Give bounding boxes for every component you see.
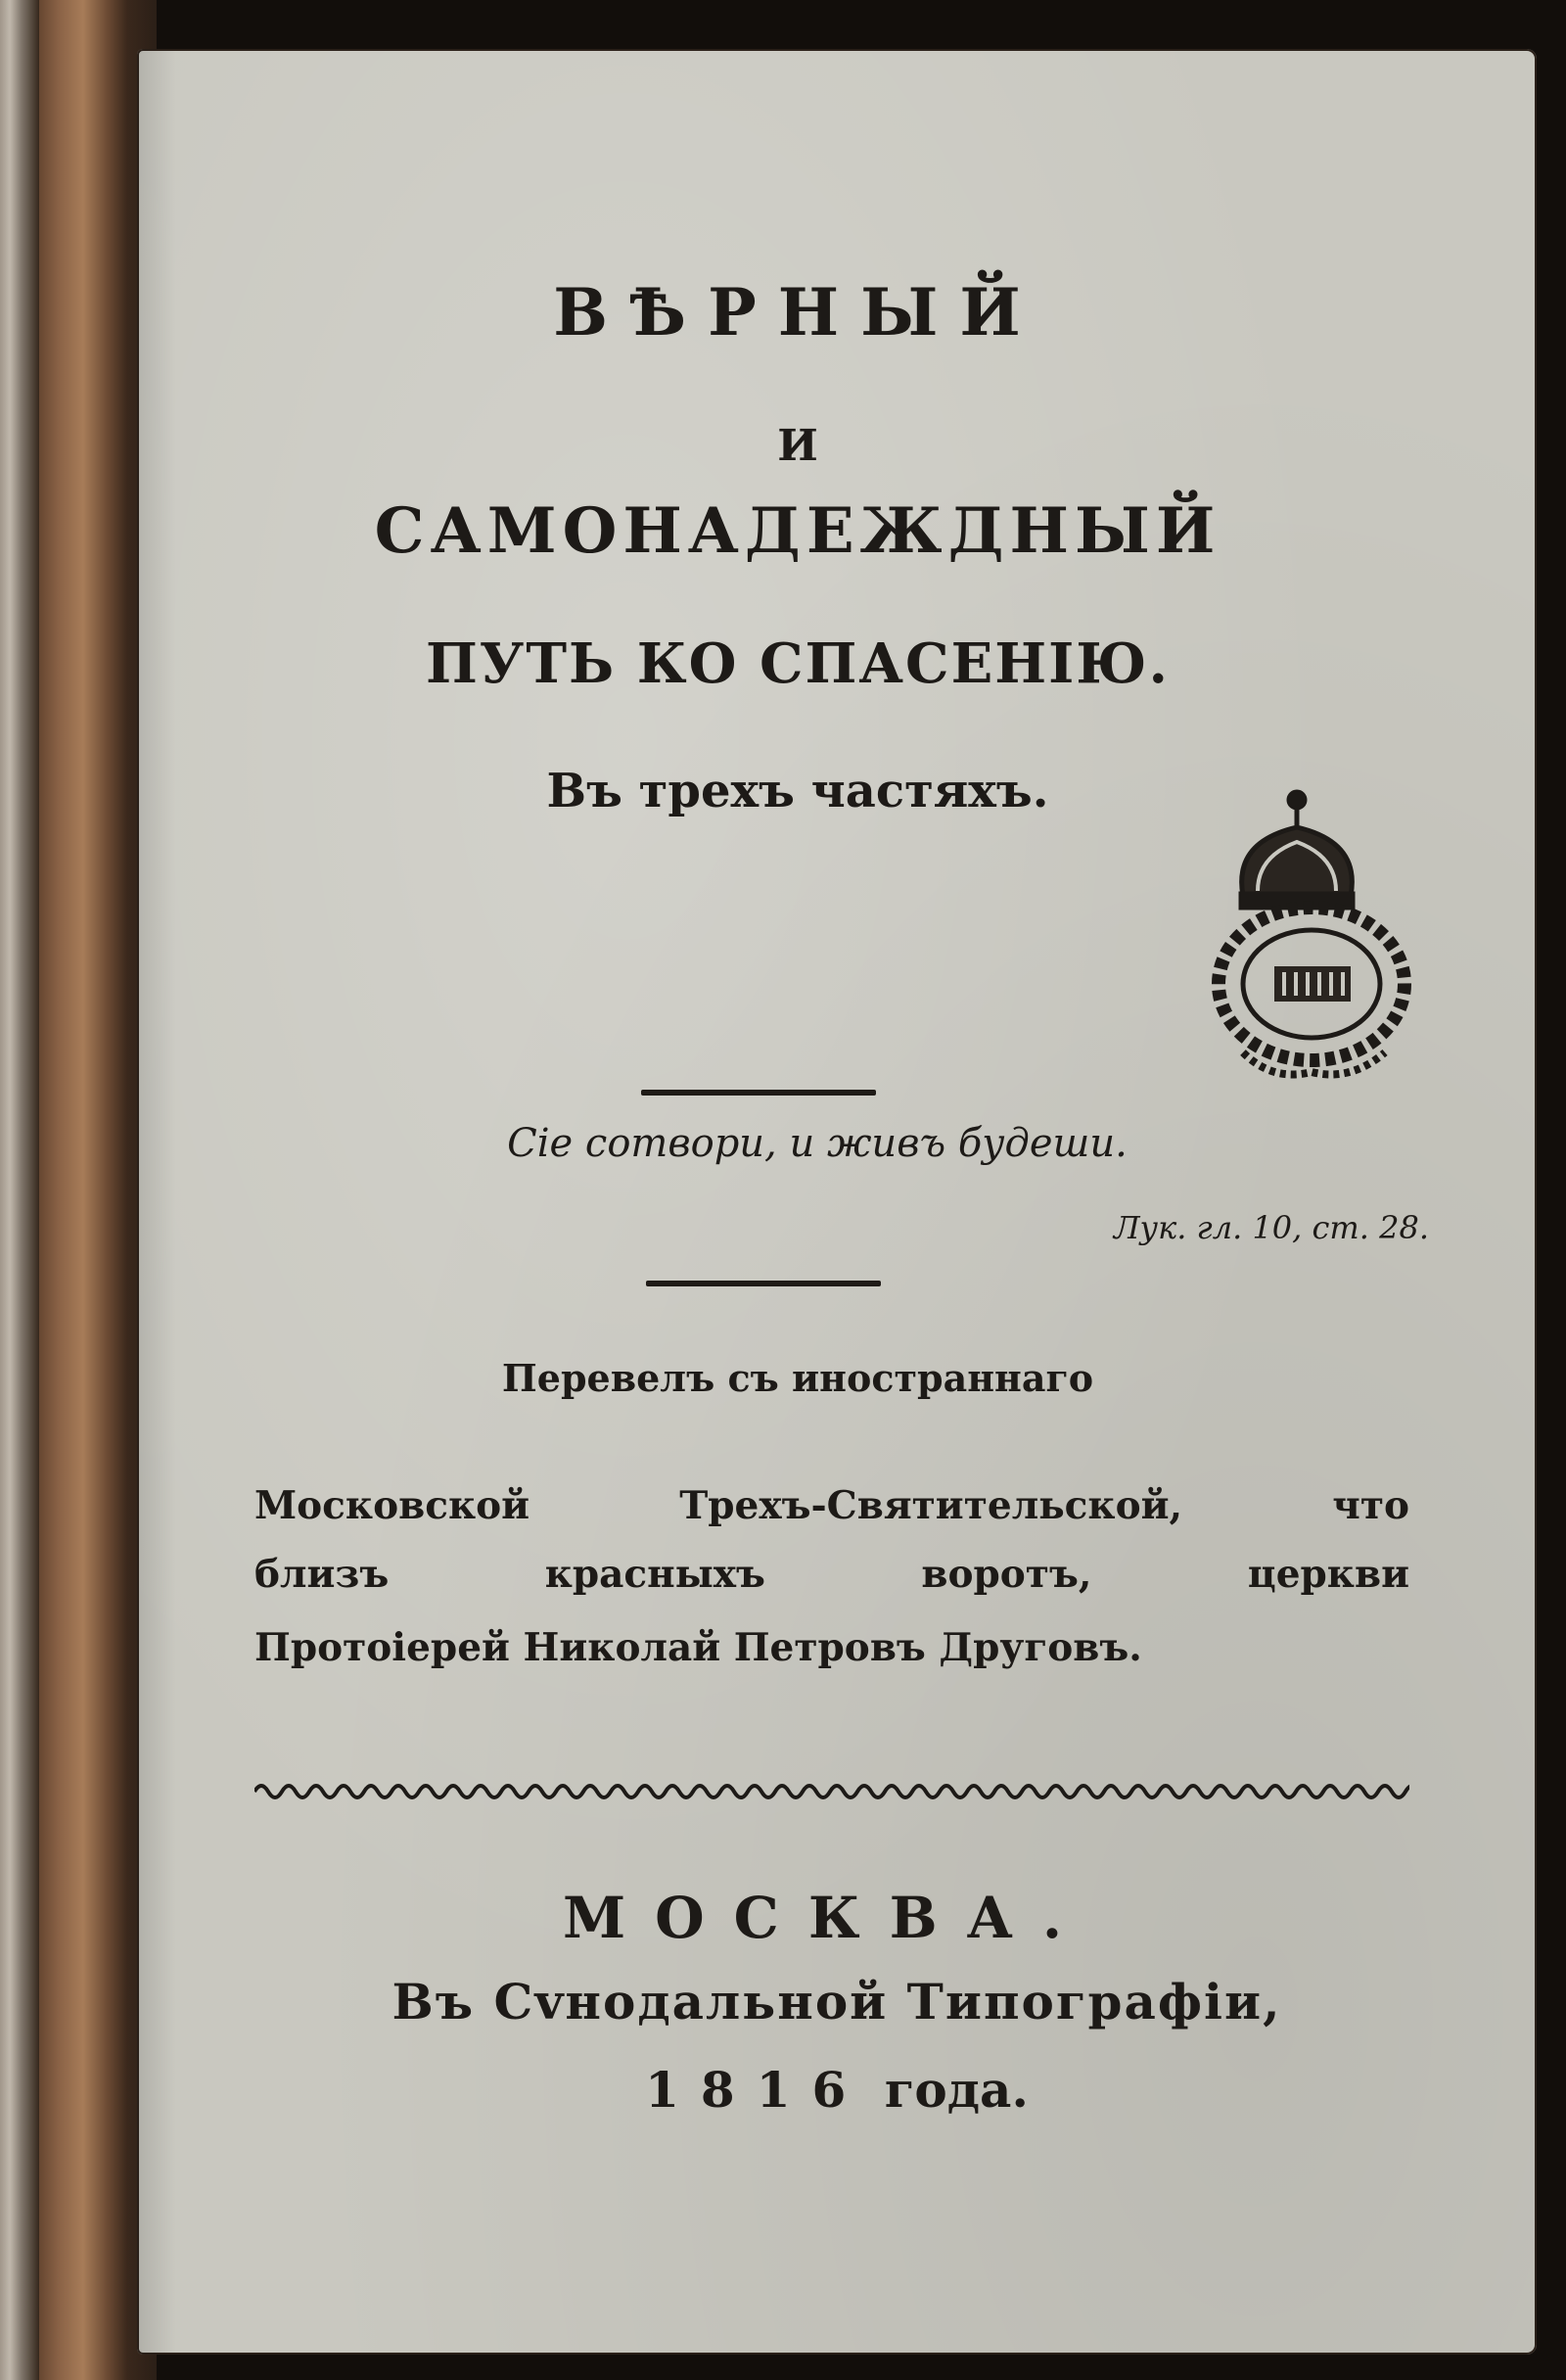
- epigraph: Сіе сотвори, и живъ будеши.: [507, 1121, 1128, 1166]
- title-line-1: ВѢРНЫЙ: [553, 274, 1042, 350]
- year-word: года.: [884, 2061, 1029, 2119]
- translator-line: Перевелъ съ иностраннаго: [501, 1356, 1094, 1400]
- title-line-2: И: [777, 421, 818, 471]
- title-page: [137, 49, 1537, 2355]
- translator-paragraph-line-2: близъ красныхъ воротъ, церкви: [254, 1552, 1409, 1597]
- stamp-icon: [1204, 788, 1429, 1111]
- binding-edge: [0, 0, 39, 2380]
- imprint-press: Въ Сvнодальной Типографіи,: [392, 1973, 1282, 2030]
- parts-line: Въ трехъ частяхъ.: [546, 764, 1049, 818]
- divider-rule-top: [641, 1090, 876, 1096]
- year-digits: 1816: [645, 2061, 868, 2119]
- divider-rule-bottom: [646, 1281, 881, 1286]
- title-line-3: САМОНАДЕЖДНЫЙ: [374, 494, 1221, 568]
- translator-paragraph-line-3: Протоіерей Николай Петровъ Друговъ.: [254, 1625, 1142, 1670]
- imprint-city: МОСКВА.: [562, 1885, 1092, 1951]
- title-line-4: ПУТЬ КО СПАСЕНІЮ.: [426, 631, 1170, 696]
- ornament-rule: [254, 1772, 1409, 1811]
- translator-paragraph-line-1: Московской Трехъ-Святительской, что: [254, 1483, 1409, 1528]
- imprint-year: [137, 2061, 1537, 2119]
- epigraph-reference: Лук. гл. 10, ст. 28.: [1113, 1209, 1429, 1246]
